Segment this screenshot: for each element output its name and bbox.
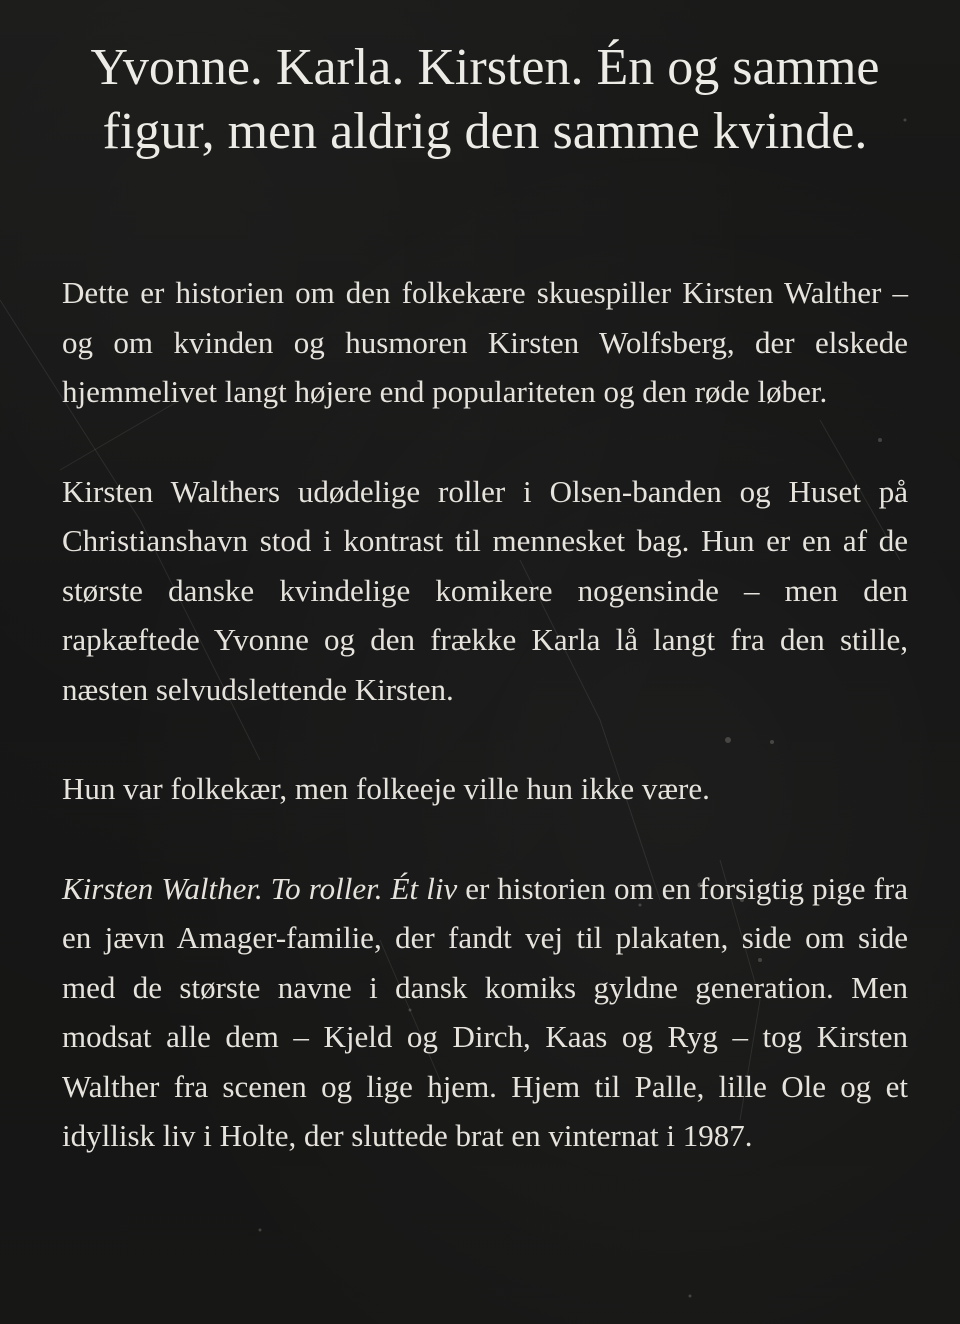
blurb-text: [62, 268, 908, 1161]
headline-line-2: figur, men aldrig den samme kvinde.: [102, 103, 868, 160]
book-summary-text: er historien om en forsigtig pige fra en jævn Amager-familie, der fandt vej til plakaten, side om side med de største navne i dansk komiks gyldne generation. Men modsat alle dem – Kjeld og Dirch, Kaas og Ryg – tog Kirsten Walther fra scenen og lige hjem. Hjem til Palle, lille Ole og et idyllisk liv i Holte, der sluttede brat en vinternat i 1987.: [62, 870, 908, 1153]
paragraph-roles: Kirsten Walthers udødelige roller i Olsen-banden og Huset på Christianshavn stod i kontrast til mennesket bag. Hun er en af de største danske kvindelige komikere nogensinde – men den rapkæftede Yvonne og den frække Karla lå langt fra den stille, næsten selvudslettende Kirsten.: [62, 473, 908, 707]
paragraph-folkekaer: Hun var folkekær, men folkeeje ville hun ikke være.: [62, 771, 710, 806]
book-title: Kirsten Walther. To roller. Ét liv: [62, 870, 458, 906]
paragraph-intro: Dette er historien om den folkekære skuespiller Kirsten Walther – og om kvinden og husmoren Kirsten Wolfsberg, der elskede hjemmelivet langt højere end populariteten og den røde løber.: [62, 275, 908, 409]
headline-line-1: Yvonne. Karla. Kirsten. Én og samme: [90, 39, 880, 96]
paragraph-book-summary: [62, 864, 908, 1161]
headline: [60, 36, 910, 164]
